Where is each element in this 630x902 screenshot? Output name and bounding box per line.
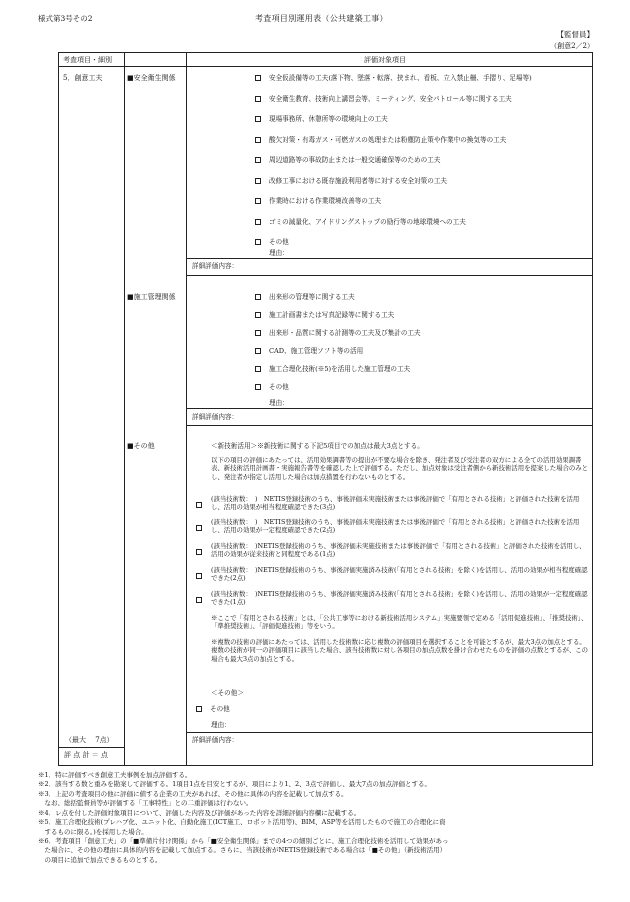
footnote: ※6．考査項目「創意工夫」の「■準備片付け関係」から「■安全衛生関係」までの4つの細別ごとに、施工合理化技術を活用して効果があっ xyxy=(38,836,449,845)
checkbox[interactable] xyxy=(255,75,261,81)
form-number: 様式第3号その2 xyxy=(38,14,93,23)
checkbox[interactable] xyxy=(255,219,261,225)
reason-label: 理由： xyxy=(211,721,231,729)
checkbox[interactable] xyxy=(255,330,261,336)
footnote: ※4．レ点を付した評価対象項目について、評価した内容及び評価があった内容を詳細評価内容欄に記載する。 xyxy=(38,808,361,817)
footnotes xyxy=(38,771,598,865)
checklist-item[interactable]: ゴミの減量化、アイドリングストップの励行等の地球環境への工夫 xyxy=(255,218,588,226)
other-title: ＜その他＞ xyxy=(211,689,244,697)
checklist-item[interactable]: 安全仮設備等の工夫(落下物、墜落・転落、挟まれ、看板、立入禁止柵、手摺り、足場等) xyxy=(255,74,588,82)
multiple-tech-note: ※複数の技術の評価にあたっては、活用した技術数に応じ複数の評価項目を選択することを可能とするが、最大3点の加点とする。複数の技術が同一の評価項目に該当した場合、該当技術数に対し各項目の加点点数を掛け合わせたものを評価の点数とするが、この場合も最大3点の加点とする。 xyxy=(211,638,589,663)
checklist-item[interactable]: その他 xyxy=(255,238,588,246)
checklist-item[interactable]: 周辺道路等の事故防止または一般交通確保等のための工夫 xyxy=(255,156,588,164)
checklist-item[interactable]: 施工計画書または写真記録等に関する工夫 xyxy=(255,311,588,319)
checkbox[interactable] xyxy=(196,525,202,531)
checkbox[interactable] xyxy=(196,502,202,508)
new-tech-intro: 以下の項目の評価にあたっては、活用効果調書等の提出が不要な場合を除き、発注者及び受注者の双方による全ての活用効果調書表、新技術活用計画書・実施報告書等を確認した上で評価する。ただし、加点対象は受注者側から新技術活用を提案した場合のみとし、発注者が指定し活用した場合は加点措置を行わないものとする。 xyxy=(211,456,589,481)
group-label-management: ■施工管理関係 xyxy=(127,293,176,301)
page-indicator: （創意2／2） xyxy=(550,42,594,50)
group-label-safety: ■安全衛生関係 xyxy=(127,74,176,82)
reason-label: 理由： xyxy=(269,399,289,407)
checkbox[interactable] xyxy=(196,706,202,712)
role-label: 【監督員】 xyxy=(556,30,594,39)
checkbox[interactable] xyxy=(255,239,261,245)
checkbox[interactable] xyxy=(255,157,261,163)
checkbox[interactable] xyxy=(255,312,261,318)
score-total-label: 評 点 計 ＝ 点 xyxy=(64,751,108,759)
checklist-item[interactable]: 現場事務所、休憩所等の環境向上の工夫 xyxy=(255,115,588,123)
evaluation-table xyxy=(58,52,593,766)
checkbox[interactable] xyxy=(255,96,261,102)
detail-label[interactable]: 詳細評価内容： xyxy=(192,262,239,270)
checklist-item[interactable]: その他 xyxy=(196,705,588,713)
checkbox[interactable] xyxy=(255,384,261,390)
footnote: ※2．該当する数と重みを勘案して評価する。1項目1点を目安とするが、項目により1、2、3点で評価し、最大7点の加点評価とする。 xyxy=(38,780,431,789)
column-header-category: 考査項目・細別 xyxy=(63,56,112,64)
checklist-item[interactable]: 安全衛生教育、技術向上講習会等、ミーティング、安全パトロール等に関する工夫 xyxy=(255,95,588,103)
checklist-item[interactable]: 出来形・品質に関する計測等の工夫及び集計の工夫 xyxy=(255,329,588,337)
footnote: ※1．特に評価すべき創意工夫事例を加点評価する。 xyxy=(38,771,192,779)
checkbox[interactable] xyxy=(255,137,261,143)
checkbox[interactable] xyxy=(255,178,261,184)
checkbox[interactable] xyxy=(196,573,202,579)
checkbox[interactable] xyxy=(255,294,261,300)
detail-label[interactable]: 詳細評価内容： xyxy=(192,736,239,744)
footnote: た場合に、その他の理由に具体的内容を記載して加点する。さらに、当該技術がNETIS登録技術である場合は「■その他」（新技術活用） xyxy=(38,846,447,855)
detail-label[interactable]: 詳細評価内容： xyxy=(192,413,239,421)
checklist-item[interactable]: その他 xyxy=(255,383,588,391)
group-label-other: ■その他 xyxy=(127,442,155,450)
checkbox[interactable] xyxy=(255,366,261,372)
new-tech-title: ＜新技術活用＞※新技術に関する下記5項目での加点は最大3点とする。 xyxy=(211,442,424,450)
checklist-item[interactable]: 作業時における作業環境改善等の工夫 xyxy=(255,197,588,205)
checklist-item[interactable]: 酸欠対策・有毒ガス・可燃ガスの処理または粉塵防止策や作業中の換気等の工夫 xyxy=(255,136,588,144)
footnote: なお、総括監督員等が評価する「工事特性」との二重評価は行わない。 xyxy=(38,799,253,808)
max-points-label: （最大 7点） xyxy=(65,736,114,744)
tech-item[interactable]: (該当技術数： )NETIS登録技術のうち、事後評価実施済み技術(「有用とされる技術」を除く)を活用し、活用の効果が相当程度確認できた(2点) xyxy=(211,566,588,583)
checklist-item[interactable]: CAD、施工管理ソフト等の活用 xyxy=(255,347,588,355)
checkbox[interactable] xyxy=(255,116,261,122)
category-label: 5．創意工夫 xyxy=(63,74,103,82)
checkbox[interactable] xyxy=(196,597,202,603)
footnote: するものに限る。)を採用した場合。 xyxy=(38,827,148,836)
checklist-item[interactable]: 改修工事における既存施設利用者等に対する安全対策の工夫 xyxy=(255,177,588,185)
tech-item[interactable]: (該当技術数： )NETIS登録技術のうち、事後評価未実施技術または事後評価で「有用とされる技術」と評価された技術を活用し、活用の効果が従来技術と同程度である(1点) xyxy=(211,542,586,559)
document-title: 考査項目別運用表（公共建築工事） xyxy=(255,14,388,23)
footnote: ※5．施工合理化技術(プレハブ化、ユニット化、自動化施工(ICT施工、ロボット活用等)、BIM、ASP等を活用したもので施工の合理化に資 xyxy=(38,818,446,827)
checklist-item[interactable]: 出来形の管理等に関する工夫 xyxy=(255,293,588,301)
useful-tech-note: ※ここで「有用とされる技術」とは、「公共工事等における新技術活用システム」実施要領で定める「活用促進技術」、「推奨技術」、「準推奨技術」、「評価促進技術」等をいう。 xyxy=(211,614,588,631)
checkbox[interactable] xyxy=(196,549,202,555)
footnote: の項目に追加で加点できるものとする。 xyxy=(38,855,162,864)
tech-item[interactable]: (該当技術数： ) NETIS登録技術のうち、事後評価未実施技術または事後評価で「有用とされる技術」と評価された技術を活用し、活用の効果が一定程度確認できた(2点) xyxy=(211,518,580,535)
footnote: ※3．上記の考査項目の他に評価に値する企業の工夫があれば、その他に具体の内容を記載して加点する。 xyxy=(38,789,348,798)
tech-item[interactable]: (該当技術数： ) NETIS登録技術のうち、事後評価未実施技術または事後評価で「有用とされる技術」と評価された技術を活用し、活用の効果が相当程度確認できた(3点) xyxy=(211,495,580,512)
column-header-items: 評価対象項目 xyxy=(364,56,406,64)
checkbox[interactable] xyxy=(255,198,261,204)
checkbox[interactable] xyxy=(255,348,261,354)
reason-label: 理由： xyxy=(269,249,289,257)
checklist-item[interactable]: 施工合理化技術(※5)を活用した施工管理の工夫 xyxy=(255,365,588,373)
tech-item[interactable]: (該当技術数： )NETIS登録技術のうち、事後評価実施済み技術(「有用とされる技術」を除く)を活用し、活用の効果が一定程度確認できた(1点) xyxy=(211,590,588,607)
